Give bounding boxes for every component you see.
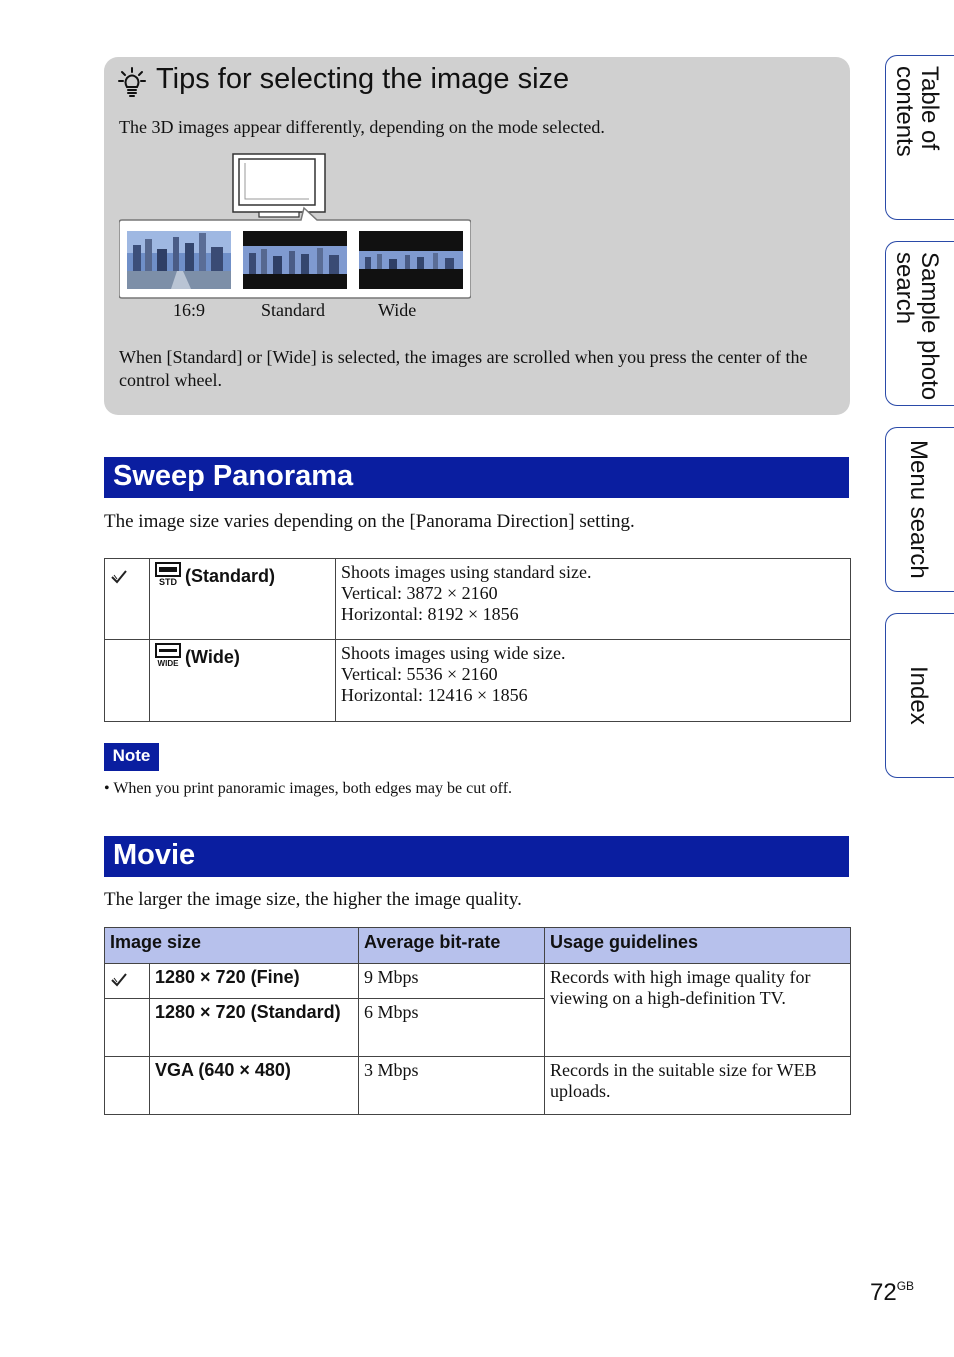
- mode-description: [336, 559, 851, 640]
- tab-label: Menu search: [905, 440, 932, 579]
- movie-table: [104, 927, 851, 1115]
- usage-cell: Records with high image quality for viewing on a high-definition TV.: [545, 964, 851, 1057]
- table-header-row: [105, 928, 851, 964]
- page-number-suffix: GB: [896, 1279, 915, 1293]
- bitrate-cell: 9 Mbps: [359, 964, 545, 999]
- image-size-cell: VGA (640 × 480): [150, 1057, 359, 1115]
- tips-paragraph-2: When [Standard] or [Wide] is selected, the images are scrolled when you press the center of the control wheel.: [119, 347, 808, 390]
- panorama-wide-icon: [155, 643, 181, 667]
- lightbulb-icon: [118, 67, 146, 99]
- check-icon: [110, 568, 128, 586]
- check-icon: [110, 971, 128, 989]
- default-cell: [105, 964, 150, 999]
- tips-box: [104, 57, 850, 415]
- tab-label: Table of contents: [891, 66, 943, 157]
- column-header: Usage guidelines: [545, 928, 851, 964]
- svg-text:WIDE: WIDE: [157, 659, 179, 667]
- thumb-label-wide: Wide: [378, 300, 417, 320]
- tab-index[interactable]: [885, 613, 954, 778]
- page-number-value: 72: [870, 1279, 897, 1306]
- default-cell: [105, 1057, 150, 1115]
- description-line: Horizontal: 12416 × 1856: [341, 685, 528, 705]
- note-badge: Note: [104, 743, 159, 771]
- description-line: Vertical: 3872 × 2160: [341, 583, 498, 603]
- mode-cell: [150, 640, 336, 722]
- sweep-intro: The image size varies depending on the [Panorama Direction] setting.: [104, 511, 635, 532]
- bitrate-cell: 3 Mbps: [359, 1057, 545, 1115]
- description-line: Vertical: 5536 × 2160: [341, 664, 498, 684]
- thumb-label-standard: Standard: [261, 300, 325, 320]
- mode-label: (Wide): [185, 647, 240, 667]
- description-line: Shoots images using wide size.: [341, 643, 566, 663]
- default-cell: [105, 999, 150, 1057]
- movie-heading: Movie: [104, 836, 849, 877]
- mode-cell: [150, 559, 336, 640]
- table-row: [105, 640, 851, 722]
- svg-text:STD: STD: [159, 577, 177, 586]
- panorama-standard-icon: [155, 562, 181, 586]
- table-row: [105, 559, 851, 640]
- description-line: Horizontal: 8192 × 1856: [341, 604, 519, 624]
- column-header: Image size: [105, 928, 359, 964]
- description-line: Shoots images using standard size.: [341, 562, 592, 582]
- thumb-wide: [359, 231, 463, 289]
- bitrate-cell: 6 Mbps: [359, 999, 545, 1057]
- default-cell: [105, 559, 150, 640]
- thumb-standard: [243, 231, 347, 289]
- tab-label: Sample photo search: [891, 252, 943, 401]
- tab-sample-photo-search[interactable]: [885, 241, 954, 406]
- image-size-cell: 1280 × 720 (Fine): [150, 964, 359, 999]
- table-row: [105, 964, 851, 999]
- tab-table-of-contents[interactable]: [885, 55, 954, 220]
- sweep-table: [104, 558, 851, 722]
- tips-paragraph: The 3D images appear differently, depending on the mode selected.: [119, 117, 605, 137]
- 3d-display-illustration: [119, 153, 471, 303]
- thumb-16-9: [127, 231, 231, 289]
- movie-intro: The larger the image size, the higher the image quality.: [104, 889, 522, 910]
- sweep-panorama-heading: Sweep Panorama: [104, 457, 849, 498]
- page-number: [870, 1279, 914, 1307]
- tab-label: Index: [905, 666, 932, 725]
- column-header: Average bit-rate: [359, 928, 545, 964]
- table-row: [105, 1057, 851, 1115]
- mode-description: [336, 640, 851, 722]
- default-cell: [105, 640, 150, 722]
- mode-label: (Standard): [185, 566, 275, 586]
- tab-menu-search[interactable]: [885, 427, 954, 592]
- note-text: • When you print panoramic images, both edges may be cut off.: [104, 780, 513, 797]
- image-size-cell: 1280 × 720 (Standard): [150, 999, 359, 1057]
- tips-title: Tips for selecting the image size: [156, 63, 570, 95]
- thumb-label-16-9: 16:9: [173, 300, 206, 320]
- usage-cell: Records in the suitable size for WEB uploads.: [545, 1057, 851, 1115]
